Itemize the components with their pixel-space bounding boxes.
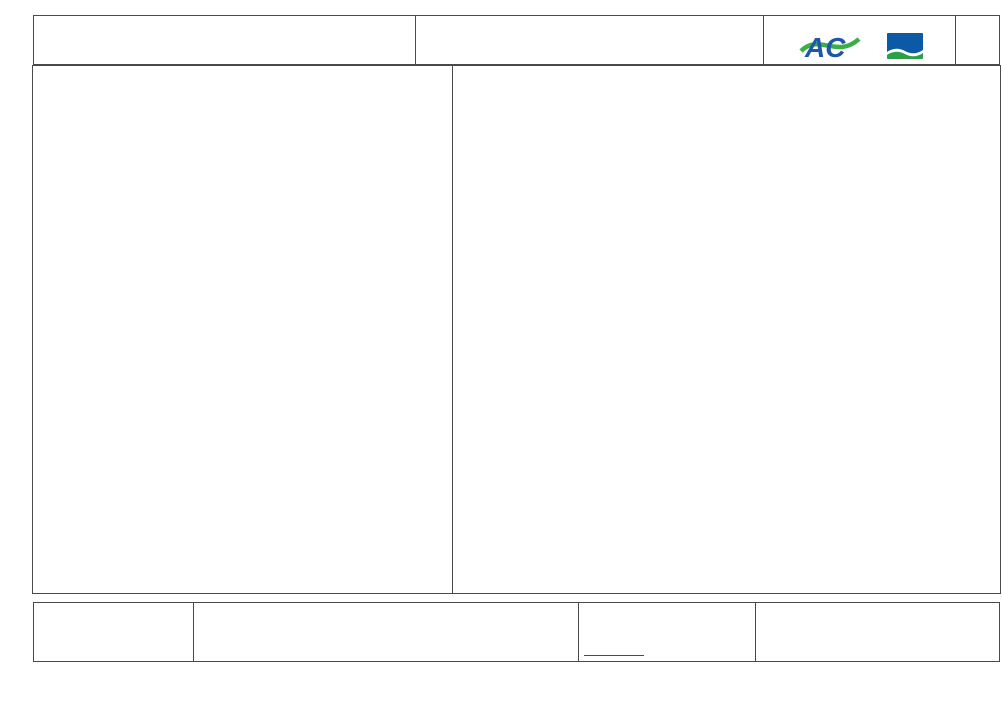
page-header [33,15,1000,65]
logos-row [797,30,923,62]
table-column-headers [33,66,452,88]
aic-logo-text: AC [804,32,845,61]
page-footer [33,602,1000,662]
activity-table-body [33,88,452,593]
logo-box [764,16,956,64]
pauly-logo-wave [887,46,923,59]
date-info-box [34,16,416,64]
header-spacer-box [956,16,999,64]
footer-title-box [194,603,579,661]
title-box [416,16,764,64]
revision-table-box [756,603,999,661]
schedule-area [33,66,1000,593]
project-info-box [579,603,756,661]
page-number [584,655,644,656]
aic-logo [797,31,883,61]
pauly-logo [887,33,923,59]
gantt-chart [452,88,1000,593]
timeline-header [452,66,1000,88]
legend-box [34,603,194,661]
